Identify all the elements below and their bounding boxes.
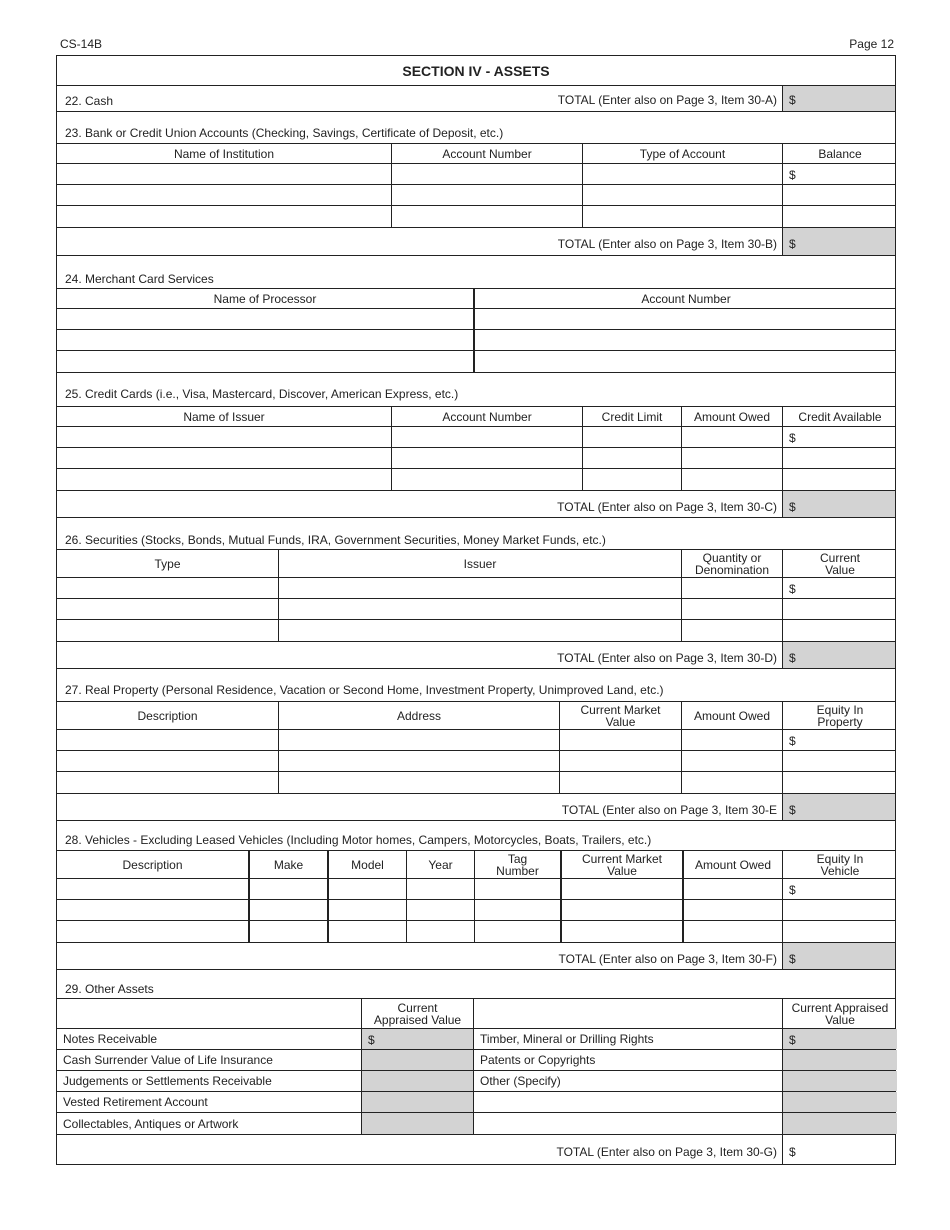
real-property-total-row (57, 794, 895, 821)
col-credit-limit: Credit Limit (583, 407, 682, 426)
dollar-sign: $ (368, 1033, 375, 1047)
col-address: Address (279, 702, 560, 729)
rp-description-field[interactable] (57, 730, 279, 750)
cc-account-field[interactable] (392, 427, 583, 447)
veh-description-field[interactable] (57, 900, 250, 920)
merchant-account-field[interactable] (475, 330, 897, 350)
bank-row (57, 185, 895, 206)
collectables-label: Collectables, Antiques or Artwork (57, 1113, 362, 1134)
rp-description-field[interactable] (57, 751, 279, 771)
vehicles-section-heading (57, 821, 895, 850)
sec-issuer-field[interactable] (279, 620, 682, 641)
cc-owed-field[interactable] (682, 448, 783, 468)
veh-market-value-field[interactable] (562, 900, 684, 920)
merchant-account-field[interactable] (475, 351, 897, 372)
col-vehicle-market-value: Current Market Value (562, 851, 684, 878)
rp-description-field[interactable] (57, 772, 279, 793)
col-type: Type (57, 550, 279, 577)
other-asset-row (57, 1050, 895, 1071)
cc-issuer-field[interactable] (57, 427, 392, 447)
col-name-of-issuer: Name of Issuer (57, 407, 392, 426)
vehicle-row (57, 900, 895, 921)
header-blank-right (474, 999, 783, 1028)
other-asset-row (57, 1092, 895, 1113)
credit-card-label: 25. Credit Cards (i.e., Visa, Mastercard, Discover, American Express, etc.) (65, 387, 459, 401)
life-insurance-value-field[interactable] (362, 1050, 474, 1070)
sec-type-field[interactable] (57, 578, 279, 598)
veh-equity-field[interactable] (783, 900, 897, 920)
rp-equity-field[interactable] (783, 751, 897, 771)
dollar-sign: $ (789, 803, 796, 817)
col-amount-owed: Amount Owed (682, 407, 783, 426)
bank-balance-field[interactable] (783, 206, 897, 227)
col-equity-property: Equity In Property (816, 702, 864, 729)
dollar-sign: $ (789, 651, 796, 665)
veh-model-field[interactable] (329, 921, 407, 942)
col-credit-available: Credit Available (798, 409, 882, 424)
merchant-row (57, 309, 895, 330)
col-equity-vehicle: Equity In Vehicle (816, 851, 864, 878)
cc-available-field[interactable] (783, 427, 897, 447)
veh-make-field[interactable] (250, 921, 329, 942)
bank-account-field[interactable] (392, 164, 583, 184)
dollar-sign: $ (789, 883, 796, 897)
veh-equity-field[interactable] (783, 879, 897, 899)
rp-equity-field[interactable] (783, 772, 897, 793)
credit-card-total-row (57, 491, 895, 518)
sec-quantity-field[interactable] (682, 620, 783, 641)
real-property-total-field[interactable] (782, 794, 895, 820)
real-property-section-heading (57, 669, 895, 701)
bank-row (57, 164, 895, 185)
rp-market-value-field[interactable] (560, 751, 682, 771)
other-asset-row (57, 1029, 895, 1050)
credit-card-row (57, 469, 895, 491)
other-specify-label: Other (Specify) (474, 1071, 783, 1091)
veh-make-field[interactable] (250, 879, 329, 899)
collectables-value-field[interactable] (362, 1113, 474, 1134)
cc-available-field[interactable] (783, 469, 897, 490)
life-insurance-label: Cash Surrender Value of Life Insurance (57, 1050, 362, 1070)
bank-total-label: TOTAL (Enter also on Page 3, Item 30-B) (557, 237, 777, 251)
dollar-sign: $ (789, 500, 796, 514)
col-type-of-account: Type of Account (583, 144, 783, 163)
col-rp-amount-owed: Amount Owed (682, 702, 783, 729)
other-blank-value-field[interactable] (783, 1113, 897, 1134)
veh-tag-field[interactable] (475, 900, 562, 920)
sec-value-field[interactable] (783, 578, 897, 598)
bank-type-field[interactable] (583, 185, 783, 205)
bank-institution-field[interactable] (57, 164, 392, 184)
credit-card-row (57, 427, 895, 448)
merchant-header-row (57, 288, 895, 309)
col-vehicle-description: Description (57, 851, 250, 878)
other-assets-total-row (57, 1135, 895, 1164)
rp-owed-field[interactable] (682, 751, 783, 771)
veh-owed-field[interactable] (684, 900, 783, 920)
real-property-label: 27. Real Property (Personal Residence, Vacation or Second Home, Investment Property, Unimproved Land, etc.) (65, 683, 664, 697)
credit-card-row (57, 448, 895, 469)
other-blank-value-field[interactable] (783, 1092, 897, 1112)
other-blank-field[interactable] (474, 1092, 783, 1112)
veh-year-field[interactable] (407, 879, 475, 899)
cc-owed-field[interactable] (682, 427, 783, 447)
rp-owed-field[interactable] (682, 730, 783, 750)
timber-mineral-value-field[interactable] (783, 1029, 897, 1049)
veh-owed-field[interactable] (684, 879, 783, 899)
veh-tag-field[interactable] (475, 879, 562, 899)
assets-form (56, 55, 896, 1165)
sec-quantity-field[interactable] (682, 599, 783, 619)
bank-account-field[interactable] (392, 206, 583, 227)
bank-account-field[interactable] (392, 185, 583, 205)
rp-equity-field[interactable] (783, 730, 897, 750)
securities-header-row (57, 549, 895, 578)
merchant-account-field[interactable] (475, 309, 897, 329)
veh-year-field[interactable] (407, 921, 475, 942)
col-rp-market-value: Current Market Value (560, 702, 682, 729)
merchant-processor-field[interactable] (57, 309, 475, 329)
timber-mineral-label: Timber, Mineral or Drilling Rights (474, 1029, 783, 1049)
bank-label: 23. Bank or Credit Union Accounts (Checking, Savings, Certificate of Deposit, etc.) (65, 126, 504, 140)
real-property-total-label: TOTAL (Enter also on Page 3, Item 30-E (561, 803, 777, 817)
sec-quantity-field[interactable] (682, 578, 783, 598)
col-name-of-institution: Name of Institution (57, 144, 392, 163)
col-balance: Balance (818, 146, 862, 161)
judgements-value-field[interactable] (362, 1071, 474, 1091)
form-id: CS-14B (60, 37, 103, 51)
veh-market-value-field[interactable] (562, 879, 684, 899)
securities-row (57, 620, 895, 642)
rp-address-field[interactable] (279, 730, 560, 750)
securities-label: 26. Securities (Stocks, Bonds, Mutual Funds, IRA, Government Securities, Money Market Funds, etc.) (65, 533, 606, 547)
other-blank-field[interactable] (474, 1113, 783, 1134)
rp-address-field[interactable] (279, 772, 560, 793)
notes-receivable-label: Notes Receivable (57, 1029, 362, 1049)
bank-total-row (57, 228, 895, 256)
dollar-sign: $ (789, 168, 796, 182)
securities-total-label: TOTAL (Enter also on Page 3, Item 30-D) (557, 651, 777, 665)
real-property-row (57, 730, 895, 751)
securities-row (57, 578, 895, 599)
col-year: Year (407, 851, 475, 878)
notes-receivable-value-field[interactable] (362, 1029, 474, 1049)
col-merchant-account-number: Account Number (641, 291, 731, 306)
bank-section-heading (57, 112, 895, 142)
cash-total-field[interactable] (782, 86, 895, 111)
real-property-row (57, 751, 895, 772)
other-assets-total-field[interactable] (782, 1135, 895, 1164)
bank-balance-field[interactable] (783, 185, 897, 205)
retirement-label: Vested Retirement Account (57, 1092, 362, 1112)
merchant-section-heading (57, 256, 895, 288)
cc-owed-field[interactable] (682, 469, 783, 490)
veh-make-field[interactable] (250, 900, 329, 920)
cash-total-label: TOTAL (Enter also on Page 3, Item 30-A) (557, 93, 777, 107)
rp-owed-field[interactable] (682, 772, 783, 793)
other-asset-row (57, 1113, 895, 1135)
col-right-appraised-value: Current Appraised Value (791, 1000, 889, 1027)
vehicle-row (57, 921, 895, 943)
sec-type-field[interactable] (57, 599, 279, 619)
cc-limit-field[interactable] (583, 469, 682, 490)
section-title: SECTION IV - ASSETS (57, 56, 895, 86)
vehicles-total-row (57, 943, 895, 970)
bank-type-field[interactable] (583, 206, 783, 227)
retirement-value-field[interactable] (362, 1092, 474, 1112)
securities-section-heading (57, 518, 895, 549)
col-current-value: Current Value (819, 550, 860, 577)
sec-value-field[interactable] (783, 599, 897, 619)
dollar-sign: $ (789, 734, 796, 748)
cc-account-field[interactable] (392, 448, 583, 468)
veh-model-field[interactable] (329, 879, 407, 899)
bank-type-field[interactable] (583, 164, 783, 184)
dollar-sign: $ (789, 952, 796, 966)
col-rp-description: Description (57, 702, 279, 729)
vehicles-total-field[interactable] (782, 943, 895, 969)
other-assets-header-row (57, 998, 895, 1029)
cash-row (57, 86, 895, 112)
cc-issuer-field[interactable] (57, 469, 392, 490)
rp-address-field[interactable] (279, 751, 560, 771)
vehicles-label: 28. Vehicles - Excluding Leased Vehicles (Including Motor homes, Campers, Motorcycles, Boats, Trailers, etc.) (65, 833, 652, 847)
other-assets-section-heading (57, 970, 895, 998)
merchant-label: 24. Merchant Card Services (65, 272, 214, 286)
col-issuer: Issuer (279, 550, 682, 577)
sec-issuer-field[interactable] (279, 599, 682, 619)
page-number: Page 12 (849, 37, 894, 51)
cash-label: 22. Cash (65, 94, 114, 108)
cc-issuer-field[interactable] (57, 448, 392, 468)
sec-type-field[interactable] (57, 620, 279, 641)
veh-owed-field[interactable] (684, 921, 783, 942)
veh-tag-field[interactable] (475, 921, 562, 942)
veh-year-field[interactable] (407, 900, 475, 920)
veh-description-field[interactable] (57, 879, 250, 899)
other-specify-value-field[interactable] (783, 1071, 897, 1091)
vehicles-header-row (57, 850, 895, 879)
cc-available-field[interactable] (783, 448, 897, 468)
patents-value-field[interactable] (783, 1050, 897, 1070)
vehicle-row (57, 879, 895, 900)
bank-row (57, 206, 895, 228)
dollar-sign: $ (789, 431, 796, 445)
other-assets-label: 29. Other Assets (65, 982, 154, 996)
cc-limit-field[interactable] (583, 427, 682, 447)
col-tag-number: Tag Number (475, 851, 562, 878)
other-assets-total-label: TOTAL (Enter also on Page 3, Item 30-G) (556, 1145, 777, 1159)
patents-label: Patents or Copyrights (474, 1050, 783, 1070)
bank-balance-field[interactable] (783, 164, 897, 184)
rp-market-value-field[interactable] (560, 772, 682, 793)
dollar-sign: $ (789, 1033, 796, 1047)
bank-header-row (57, 143, 895, 164)
veh-model-field[interactable] (329, 900, 407, 920)
col-model: Model (329, 851, 407, 878)
veh-market-value-field[interactable] (562, 921, 684, 942)
dollar-sign: $ (789, 582, 796, 596)
sec-issuer-field[interactable] (279, 578, 682, 598)
sec-value-field[interactable] (783, 620, 897, 641)
veh-equity-field[interactable] (783, 921, 897, 942)
merchant-processor-field[interactable] (57, 351, 475, 372)
header-blank-left (57, 999, 362, 1028)
merchant-row (57, 351, 895, 373)
credit-card-header-row (57, 406, 895, 427)
col-left-appraised-value: Current Appraised Value (362, 999, 474, 1028)
col-account-number: Account Number (392, 144, 583, 163)
bank-institution-field[interactable] (57, 185, 392, 205)
col-make: Make (250, 851, 329, 878)
bank-institution-field[interactable] (57, 206, 392, 227)
col-quantity: Quantity or Denomination (682, 550, 783, 577)
veh-description-field[interactable] (57, 921, 250, 942)
real-property-header-row (57, 701, 895, 730)
col-vehicle-amount-owed: Amount Owed (684, 851, 783, 878)
col-cc-account-number: Account Number (392, 407, 583, 426)
merchant-processor-field[interactable] (57, 330, 475, 350)
securities-row (57, 599, 895, 620)
rp-market-value-field[interactable] (560, 730, 682, 750)
credit-card-total-field[interactable] (782, 491, 895, 517)
dollar-sign: $ (789, 93, 796, 107)
cc-account-field[interactable] (392, 469, 583, 490)
merchant-row (57, 330, 895, 351)
real-property-row (57, 772, 895, 794)
vehicles-total-label: TOTAL (Enter also on Page 3, Item 30-F) (558, 952, 777, 966)
cc-limit-field[interactable] (583, 448, 682, 468)
credit-card-total-label: TOTAL (Enter also on Page 3, Item 30-C) (557, 500, 777, 514)
dollar-sign: $ (789, 1145, 796, 1159)
judgements-label: Judgements or Settlements Receivable (57, 1071, 362, 1091)
securities-total-row (57, 642, 895, 669)
col-name-of-processor: Name of Processor (57, 289, 475, 308)
credit-card-section-heading (57, 373, 895, 406)
bank-total-field[interactable] (782, 228, 895, 255)
dollar-sign: $ (789, 237, 796, 251)
securities-total-field[interactable] (782, 642, 895, 668)
other-asset-row (57, 1071, 895, 1092)
